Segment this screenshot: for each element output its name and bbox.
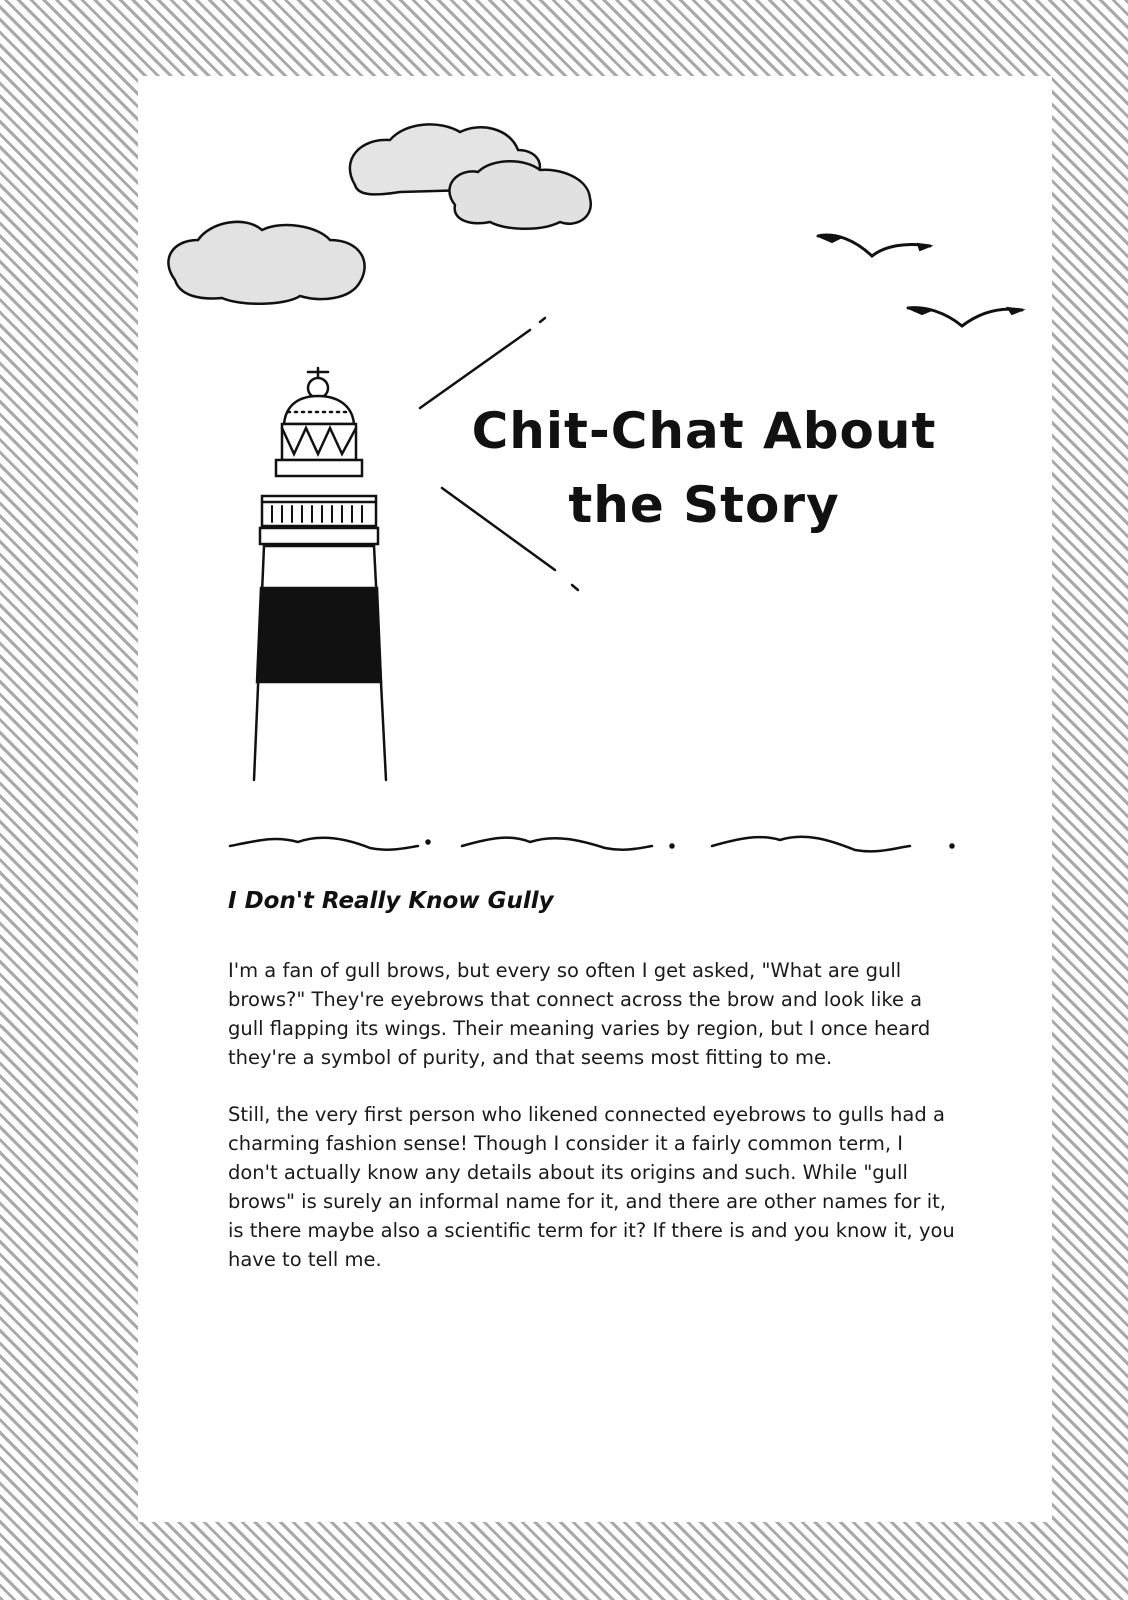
- seagull-icon: [818, 235, 930, 256]
- section-heading: I Don't Really Know Gully: [228, 888, 554, 914]
- seagull-icon: [908, 308, 1022, 326]
- paragraph-2: Still, the very first person who likened connected eyebrows to gulls had a charming fashion sense! Though I consider it a fairly common term, I don't actually know any details about its origins and such. While "gull brows" is surely an informal name for it, and there are other names for it, is there maybe also a scientific term for it? If there is and you know it, you have to tell me.: [228, 1103, 955, 1271]
- cloud-icon: [168, 222, 364, 304]
- page-title-line-1: Chit-Chat About: [471, 402, 937, 460]
- wave-icon: [230, 837, 954, 852]
- paragraph-1: I'm a fan of gull brows, but every so often I get asked, "What are gull brows?" They're eyebrows that connect across the brow and look like a gull flapping its wings. Their meaning varies by region, but I once heard they're a symbol of purity, and that seems most fitting to me.: [228, 959, 931, 1069]
- cloud-icon: [449, 161, 590, 229]
- page-title-line-2: the Story: [568, 476, 840, 534]
